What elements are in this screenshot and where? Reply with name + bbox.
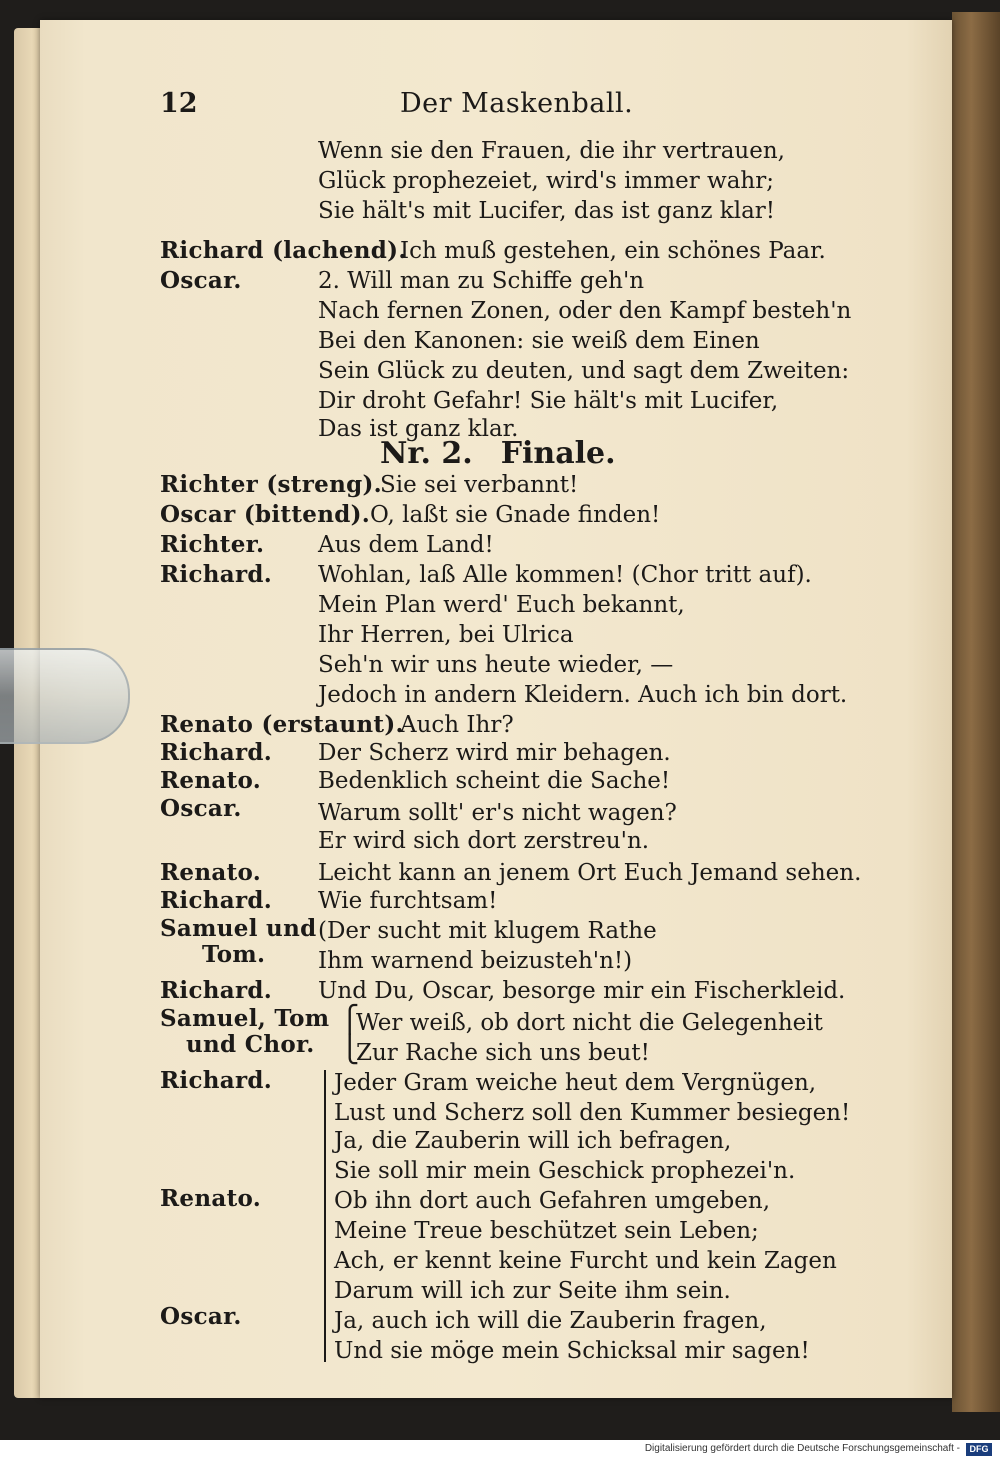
vertical-bracket	[324, 1070, 326, 1362]
brace-mark-bottom: ⎩	[340, 1035, 360, 1065]
verse-line: Ob ihn dort auch Gefahren umgeben,	[334, 1188, 771, 1214]
verse-line: Wer weiß, ob dort nicht die Gelegenheit	[356, 1010, 823, 1036]
speaker-label: Tom.	[202, 941, 266, 968]
section-heading	[380, 436, 616, 471]
verse-line: Jeder Gram weiche heut dem Vergnügen,	[334, 1070, 817, 1096]
page-number: 12	[160, 88, 198, 119]
brace-mark-top: ⎧	[340, 1005, 360, 1035]
verse-line: Wenn sie den Frauen, die ihr vertrauen,	[318, 138, 785, 164]
speaker-label: Renato.	[160, 767, 262, 794]
speaker-label: Renato.	[160, 859, 262, 886]
verse-line: Glück prophezeiet, wird's immer wahr;	[318, 168, 774, 194]
verse-line: Ihm warnend beizusteh'n!)	[318, 948, 633, 974]
verse-line: Ach, er kennt keine Furcht und kein Zagen	[334, 1248, 837, 1274]
verse-line: Sie sei verbannt!	[380, 472, 579, 498]
verse-line: (Der sucht mit klugem Rathe	[318, 918, 657, 944]
footer-bar	[0, 1440, 1000, 1460]
verse-line: Lust und Scherz soll den Kummer besiegen!	[334, 1100, 851, 1126]
speaker-label: Renato.	[160, 1185, 262, 1212]
verse-line: Aus dem Land!	[318, 532, 494, 558]
speaker-label: Renato (erstaunt).	[160, 711, 404, 738]
speaker-label: Oscar.	[160, 267, 242, 294]
verse-line: Zur Rache sich uns beut!	[356, 1040, 650, 1066]
running-header: Der Maskenball.	[400, 88, 634, 119]
verse-line: Jedoch in andern Kleidern. Auch ich bin dort.	[318, 682, 848, 708]
speaker-label: Richard.	[160, 739, 273, 766]
verse-line: Sie soll mir mein Geschick prophezei'n.	[334, 1158, 796, 1184]
speaker-label: und Chor.	[186, 1031, 315, 1058]
verse-line: Leicht kann an jenem Ort Euch Jemand sehen.	[318, 860, 862, 886]
verse-line: Nach fernen Zonen, oder den Kampf besteh'n	[318, 298, 852, 324]
speaker-label: Richard.	[160, 977, 273, 1004]
verse-line: Ja, auch ich will die Zauberin fragen,	[334, 1308, 767, 1334]
verse-line: Seh'n wir uns heute wieder, —	[318, 652, 674, 678]
speaker-label: Richter (streng).	[160, 471, 382, 498]
verse-line: Mein Plan werd' Euch bekannt,	[318, 592, 685, 618]
verse-line: Dir droht Gefahr! Sie hält's mit Lucifer,	[318, 388, 779, 414]
speaker-label: Oscar.	[160, 795, 242, 822]
speaker-label: Richard (lachend).	[160, 237, 407, 264]
verse-line: Bedenklich scheint die Sache!	[318, 768, 671, 794]
verse-line: O, laßt sie Gnade finden!	[370, 502, 661, 528]
verse-line: Wie furchtsam!	[318, 888, 498, 914]
verse-line: Auch Ihr?	[400, 712, 514, 738]
verse-line: Sie hält's mit Lucifer, das ist ganz klar!	[318, 198, 776, 224]
verse-line: Ja, die Zauberin will ich befragen,	[334, 1128, 732, 1154]
verse-line: Ich muß gestehen, ein schönes Paar.	[400, 238, 826, 264]
verse-line: Wohlan, laß Alle kommen! (Chor tritt auf).	[318, 562, 812, 588]
speaker-label: Oscar (bittend).	[160, 501, 371, 528]
verse-line: Ihr Herren, bei Ulrica	[318, 622, 574, 648]
speaker-label: Richard.	[160, 887, 273, 914]
dfg-logo: DFG	[966, 1443, 992, 1456]
verse-line: Das ist ganz klar.	[318, 416, 519, 442]
verse-line: Der Scherz wird mir behagen.	[318, 740, 671, 766]
verse-line: Und Du, Oscar, besorge mir ein Fischerkleid.	[318, 978, 846, 1004]
verse-line: Er wird sich dort zerstreu'n.	[318, 828, 650, 854]
verse-line: Bei den Kanonen: sie weiß dem Einen	[318, 328, 760, 354]
speaker-label: Oscar.	[160, 1303, 242, 1330]
verse-line: Warum sollt' er's nicht wagen?	[318, 800, 677, 826]
speaker-label: Samuel, Tom	[160, 1005, 330, 1032]
footer-credit: Digitalisierung gefördert durch die Deutsche Forschungsgemeinschaft -	[644, 1443, 960, 1454]
section-title: Finale.	[500, 436, 616, 471]
verse-line: 2. Will man zu Schiffe geh'n	[318, 268, 645, 294]
speaker-label: Richter.	[160, 531, 265, 558]
speaker-label: Samuel und	[160, 915, 317, 942]
section-number: Nr. 2.	[380, 436, 473, 471]
verse-line: Sein Glück zu deuten, und sagt dem Zweiten:	[318, 358, 850, 384]
verse-line: Darum will ich zur Seite ihm sein.	[334, 1278, 731, 1304]
speaker-label: Richard.	[160, 1067, 273, 1094]
verse-line: Meine Treue beschützet sein Leben;	[334, 1218, 759, 1244]
verse-line: Und sie möge mein Schicksal mir sagen!	[334, 1338, 810, 1364]
speaker-label: Richard.	[160, 561, 273, 588]
